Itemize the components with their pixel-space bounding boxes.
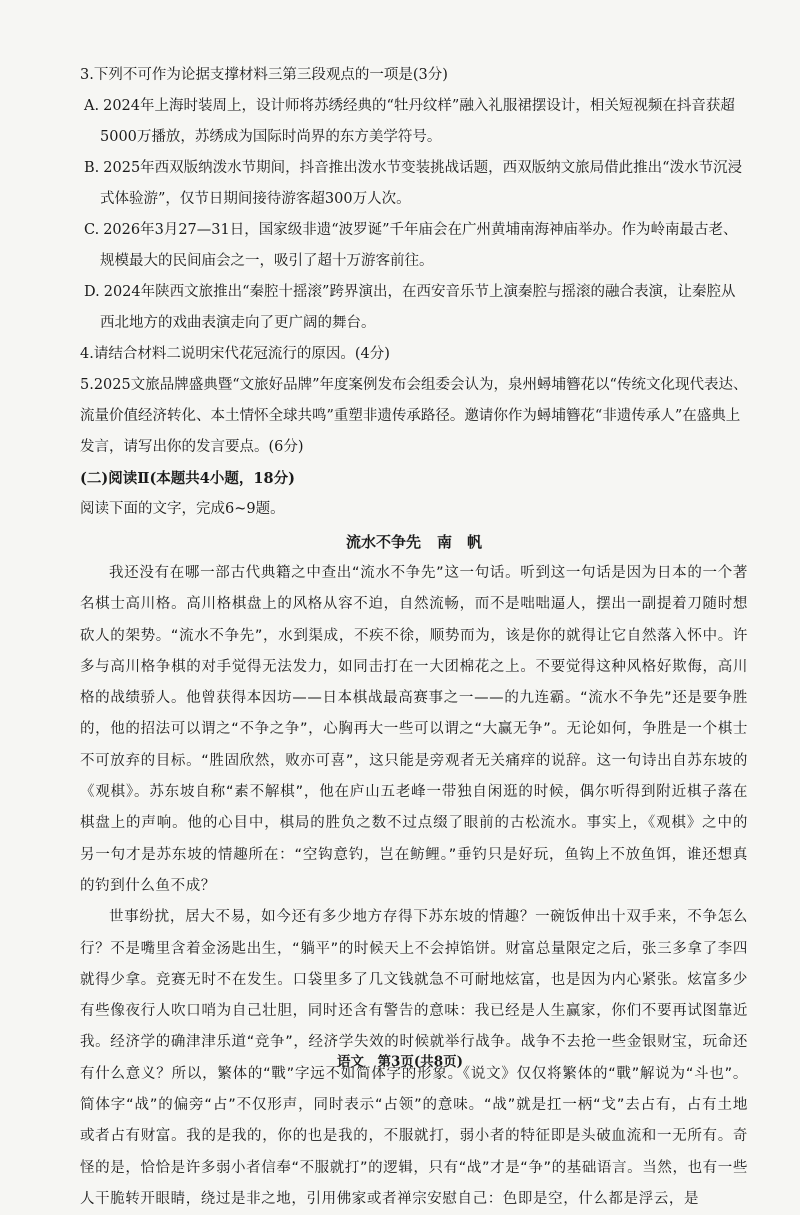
option-label: D. [84, 284, 100, 300]
option-text: 2024年陕西文旅推出“秦腔十摇滚”跨界演出，在西安音乐节上演秦腔与摇滚的融合表演，让秦腔从西北地方的戏曲表演走向了更广阔的舞台。 [100, 284, 736, 331]
question-stem: 3.下列不可作为论据支撑材料三第三段观点的一项是(3分) [80, 67, 448, 83]
article-paragraph-1: 我还没有在哪一部古代典籍之中查出“流水不争先”这一句话。听到这一句话是因为日本的一个著名棋士高川格。高川格棋盘上的风格从容不迫，自然流畅，而不是咄咄逼人，摆出一副提着刀随时想砍人的架势。“流水不争先”，水到渠成，不疾不徐，顺势而为，该是你的就得让它自然落入怀中。许多与高川格争棋的对手觉得无法发力，如同击打在一大团棉花之上。不要觉得这种风格好欺侮，高川格的战绩骄人。他曾获得本因坊——日本棋战最高赛事之一——的九连霸。“流水不争先”还是要争胜的，他的招法可以谓之“不争之争”，心胸再大一些可以谓之“大赢无争”。无论如何，争胜是一个棋士不可放弃的目标。“胜固欣然，败亦可喜”，这只能是旁观者无关痛痒的说辞。这一句诗出自苏东坡的《观棋》。苏东坡自称“素不解棋”，他在庐山五老峰一带独自闲逛的时候，偶尔听得到附近棋子落在棋盘上的声响。他的心目中，棋局的胜负之数不过点缀了眼前的古松流水。事实上，《观棋》之中的另一句才是苏东坡的情趣所在：“空钩意钓，岂在鲂鲤。”垂钓只是好玩，鱼钩上不放鱼饵，谁还想真的钓到什么鱼不成？ [80, 565, 748, 894]
option-c [80, 215, 748, 277]
question-3 [80, 60, 748, 339]
option-label: B. [84, 160, 100, 176]
option-label: A. [84, 98, 100, 114]
option-a [80, 91, 748, 153]
section-instruction: 阅读下面的文字，完成6~9题。 [80, 501, 285, 517]
article-paragraph-2: 世事纷扰，居大不易，如今还有多少地方存得下苏东坡的情趣？一碗饭伸出十双手来，不争怎么行？不是嘴里含着金汤匙出生，“躺平”的时候天上不会掉馅饼。财富总量限定之后，张三多拿了李四就得少拿。竞赛无时不在发生。口袋里多了几文钱就急不可耐地炫富，也是因为内心紧张。炫富多少有些像夜行人吹口哨为自己壮胆，同时还含有警告的意味：我已经是人生赢家，你们不要再试图靠近我。经济学的确津津乐道“竞争”，经济学失效的时候就举行战争。战争不去抢一些金银财宝，玩命还有什么意义？所以，繁体的“戰”字远不如简体字的形象。《说文》仅仅将繁体的“戰”解说为“斗也”。简体字“战”的偏旁“占”不仅形声，同时表示“占领”的意味。“战”就是扛一柄“戈”去占有，占有土地或者占有财富。我的是我的，你的也是我的，不服就打，弱小者的特征即是头破血流和一无所有。奇怪的是，恰恰是许多弱小者信奉“不服就打”的逻辑，只有“战”才是“争”的基础语言。当然，也有一些人干脆转开眼睛，绕过是非之地，引用佛家或者禅宗安慰自己：色即是空，什么都是浮云，是 [80, 909, 748, 1207]
question-stem: 4.请结合材料二说明宋代花冠流行的原因。(4分) [80, 346, 390, 362]
article-title-text: 流水不争先 [345, 533, 421, 551]
section-heading: (二)阅读Ⅱ(本题共4小题，18分) [80, 470, 295, 487]
article-title [80, 527, 748, 558]
page-footer: 语文 第3页(共8页) [336, 1054, 464, 1070]
option-label: C. [84, 222, 100, 238]
option-text: 2025年西双版纳泼水节期间，抖音推出泼水节变装挑战话题，西双版纳文旅局借此推出“泼水节沉浸式体验游”，仅节日期间接待游客超300万人次。 [100, 160, 743, 207]
option-text: 2024年上海时装周上，设计师将苏绣经典的“牡丹纹样”融入礼服裙摆设计，相关短视频在抖音获超5000万播放，苏绣成为国际时尚界的东方美学符号。 [100, 98, 735, 145]
option-d [80, 277, 748, 339]
question-4 [80, 339, 748, 370]
article-author: 南 帆 [437, 533, 483, 551]
option-b [80, 153, 748, 215]
question-5 [80, 370, 748, 463]
option-text: 2026年3月27—31日，国家级非遗“波罗诞”千年庙会在广州黄埔南海神庙举办。作为岭南最古老、规模最大的民间庙会之一，吸引了超十万游客前往。 [100, 222, 738, 269]
question-stem: 5.2025文旅品牌盛典暨“文旅好品牌”年度案例发布会组委会认为，泉州蟳埔簪花以“传统文化现代表达、流量价值经济转化、本土情怀全球共鸣”重塑非遗传承路径。邀请你作为蟳埔簪花“非遗传承人”在盛典上发言，请写出你的发言要点。(6分) [80, 377, 748, 455]
